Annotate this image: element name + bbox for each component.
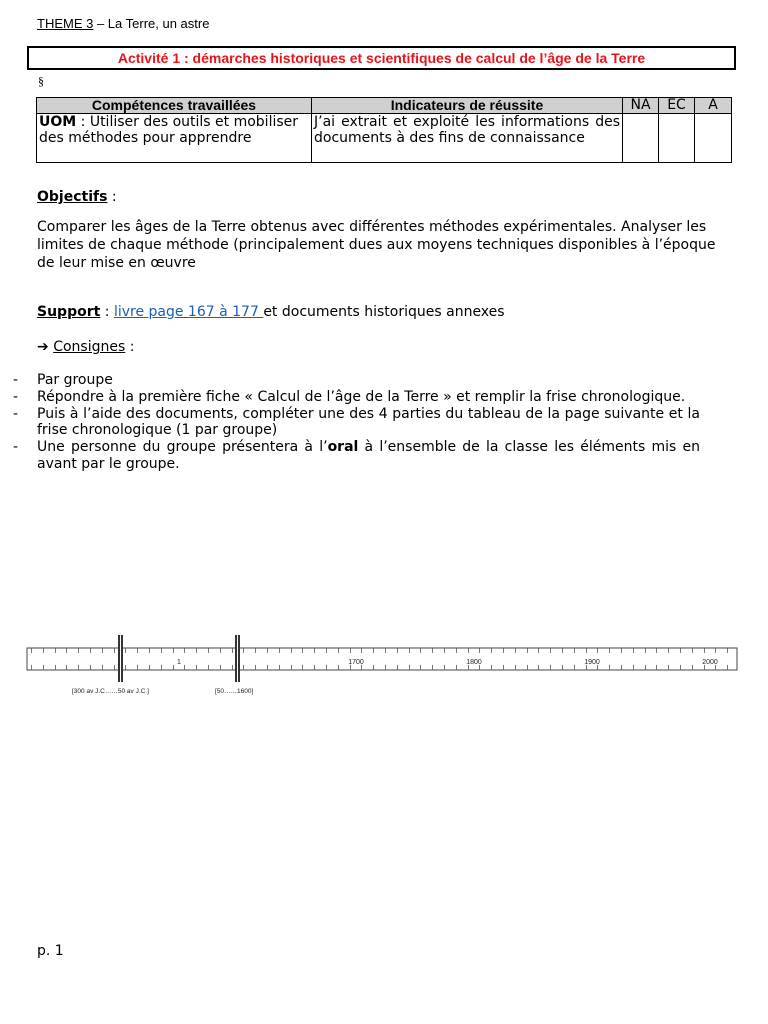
- skills-table-header-row: [37, 98, 732, 114]
- consignes-label: Consignes: [53, 339, 126, 355]
- theme-label: THEME 3: [37, 16, 94, 31]
- timeline-range-label: [50……1600]: [215, 688, 254, 695]
- list-item: [0, 439, 700, 473]
- activity-title: Activité 1 : démarches historiques et scientifiques de calcul de l’âge de la Terre: [117, 50, 646, 66]
- theme-header: [37, 16, 209, 31]
- header-competences: Compétences travaillées: [37, 98, 312, 114]
- paragraph-mark: §: [38, 74, 44, 88]
- consignes-heading: ➔ Consignes :: [37, 339, 135, 355]
- list-dash: -: [13, 439, 19, 456]
- theme-title: – La Terre, un astre: [93, 16, 210, 31]
- timeline-year-label: 2000: [702, 659, 718, 666]
- support-rest: et documents historiques annexes: [263, 304, 505, 320]
- na-cell[interactable]: [623, 114, 659, 163]
- list-dash: -: [13, 405, 19, 422]
- header-ec: EC: [659, 98, 695, 114]
- timeline-range-label: [300 av J.C……50 av J.C.]: [72, 688, 149, 695]
- list-dash: -: [13, 388, 19, 405]
- table-row: [37, 114, 732, 163]
- competence-text: : Utiliser des outils et mobiliser des méthodes pour apprendre: [39, 114, 299, 146]
- header-a: A: [695, 98, 732, 114]
- list-item: [0, 372, 700, 389]
- competence-code: UOM: [39, 114, 77, 130]
- support-link[interactable]: livre page 167 à 177: [113, 304, 264, 320]
- list-item-text: Par groupe: [37, 372, 113, 388]
- timeline-frieze: [0, 630, 768, 710]
- timeline-year-label: 1900: [584, 659, 600, 666]
- ec-cell[interactable]: [659, 114, 695, 163]
- objectifs-text: Comparer les âges de la Terre obtenus avec différentes méthodes expérimentales. Analyser les limites de chaque méthode (principalement dues aux moyens techniques disponibles à l’époque de leur mise en œuvre: [37, 219, 716, 271]
- support-label: Support: [37, 304, 101, 320]
- objectifs-label: Objectifs: [37, 189, 108, 205]
- list-item-text: Répondre à la première fiche « Calcul de l’âge de la Terre » et remplir la frise chronologique.: [37, 388, 686, 405]
- consignes-list: [0, 372, 700, 473]
- timeline-bar: [27, 648, 737, 670]
- list-dash: -: [13, 372, 19, 388]
- skills-table: [36, 97, 732, 163]
- list-item: [0, 406, 700, 440]
- timeline-year-label: 1700: [348, 659, 364, 666]
- list-item-text: Puis à l’aide des documents, compléter une des 4 parties du tableau de la page suivante et la frise chronologique (1 par groupe): [37, 405, 700, 439]
- activity-title-box: [27, 46, 736, 70]
- objectifs-heading: Objectifs :: [37, 189, 117, 205]
- timeline-year-label: 1800: [466, 659, 482, 666]
- list-item: [0, 389, 700, 406]
- support-line: Support : livre page 167 à 177 et documents historiques annexes: [37, 304, 505, 320]
- a-cell[interactable]: [695, 114, 732, 163]
- timeline-year-label: 1: [177, 659, 181, 666]
- list-item-text: Une personne du groupe présentera à l’oral à l’ensemble de la classe les éléments mis en avant par le groupe.: [37, 439, 700, 472]
- header-indicateurs: Indicateurs de réussite: [312, 98, 623, 114]
- arrow-icon: ➔: [37, 339, 49, 355]
- competence-cell: [37, 114, 312, 163]
- page-number: p. 1: [37, 943, 64, 959]
- header-na: NA: [623, 98, 659, 114]
- indicator-cell: J’ai extrait et exploité les informations des documents à des fins de connaissance: [312, 114, 623, 163]
